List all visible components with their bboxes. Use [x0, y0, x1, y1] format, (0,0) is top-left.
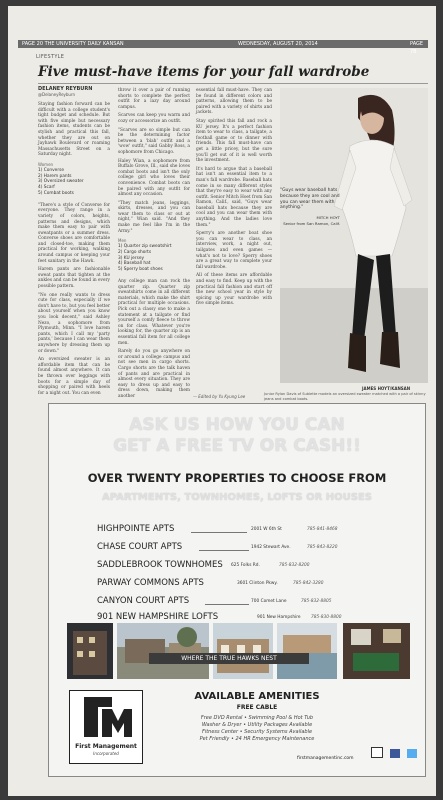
property-row	[97, 596, 397, 610]
headline: Five must-have items for your fall wardrobe	[38, 64, 370, 80]
article-paragraph: Staying fashion forward can be difficult with a college student's tight budget and schedule. But with five simple but necessary fashion items, students can be stylish and practical this fall, whether they are out on Jayhawk Boulevard or roaming Massachusetts Street on a Saturday night.	[38, 102, 110, 158]
newspaper-page	[8, 6, 436, 796]
men-list	[118, 238, 190, 273]
fm-logo-icon	[70, 691, 142, 743]
fashion-photo	[280, 88, 428, 383]
byline-handle: @DelaneyReyburn	[38, 92, 76, 97]
property-row	[97, 578, 397, 592]
logo-name: First Management	[75, 743, 137, 750]
equal-housing-icon	[371, 747, 383, 758]
article-paragraph: "Scarves are so simple but can be the determining factor between a 'blah' outfit and a 'wow' outfit," said Gabby Ross, a sophomore from Chicago.	[118, 127, 190, 155]
page-header-bar	[18, 40, 428, 55]
property-phone: 785-842-3280	[293, 581, 324, 586]
article-paragraph: essential fall must-have. They can be found in different colors and patterns, allowing them to be paired with a variety of shirts and jackets.	[196, 88, 272, 116]
men-list-heading: Men	[118, 238, 127, 244]
property-phone: 785-843-8220	[307, 545, 338, 550]
property-photo	[117, 623, 209, 679]
women-list-heading: Women	[38, 161, 54, 167]
list-item: 5) Sperry boat shoes	[118, 267, 163, 273]
property-phone: 785-832-8805	[301, 599, 332, 604]
editor-credit: — Edited by Yu Kyung Lee	[193, 394, 246, 399]
article-paragraph: Haley Wian, a sophomore from Buffalo Grove, Ill., said she loves combat boots and isn't the only college girl who loves their convenience. Combat boots can be paired with any outfit for almost any occasion.	[118, 158, 190, 198]
apartment-advertisement	[48, 403, 426, 777]
header-date: WEDNESDAY, AUGUST 20, 2014	[238, 41, 318, 47]
model-illustration	[280, 88, 428, 383]
ad-headline: OVER TWENTY PROPERTIES TO CHOOSE FROM	[87, 471, 387, 485]
article-paragraph: "There's a style of Converse for everyone. They range in a variety of colors, heights, patterns and designs, which make them easy to pair with sweatpants or a summer dress. Converse shoes are comfortable and closed-toe, making them practical for working, walking around campus or keeping your feet sanitary in the Hawk.	[38, 202, 110, 264]
article-paragraph: Sperry's are another boat shoe you can wear to class, an interview, work, a night out, tailgates and even games — what's not to love? Sperry shoes are a great way to complete your fall wardrobe.	[196, 231, 272, 270]
property-phone: 785-841-8468	[307, 527, 338, 532]
ad-tagline-banner: WHERE THE TRUE HAWKS NEST	[149, 653, 309, 664]
article-paragraph: "They match jeans, leggings, skirts, dresses, and you can wear them to class or out at night," Wian said. "And they make me feel like I'm in the Army."	[118, 200, 190, 234]
header-page: PAGE 7B	[410, 41, 424, 55]
property-address: 700 Comet Lane	[251, 599, 287, 604]
leader-line	[205, 604, 249, 605]
list-item: 3) KU jersey	[118, 255, 145, 261]
article-column-2	[118, 88, 190, 403]
facebook-icon[interactable]	[390, 749, 400, 758]
property-name: PARWAY COMMONS APTS	[97, 578, 204, 588]
social-icons	[371, 743, 419, 762]
property-name: CHASE COURT APTS	[97, 542, 183, 552]
amenity-line: Pet Friendly • 24 HR Emergency Maintenance	[199, 736, 315, 742]
website-link[interactable]: firstmanagementinc.com	[297, 756, 354, 761]
ad-ghost-line-3: APARTMENTS, TOWNHOMES, LOFTS OR HOUSES	[101, 492, 373, 503]
list-item: 3) Oversized sweater	[38, 179, 84, 185]
property-phone: 785-832-8200	[279, 563, 310, 568]
article-paragraph: It's hard to argue that a baseball hat isn't an essential item to a man's fall wardrobe. Baseball hats come in so many different styles that they're easy to wear with any outfit. Senior Mitch Hoet from San Ramon, Calif., said, "Guys wear baseball hats because they are cool and you can wear them with anything. And the ladies love them."	[196, 166, 272, 228]
property-row	[97, 560, 397, 574]
pull-quote-source: MITCH HOYT Senior from San Ramon, Calif.	[283, 215, 340, 226]
property-address: 2001 W 6th St	[251, 527, 282, 532]
article-paragraph: "No one really wants to dress cute for class, especially if we don't have to, but you feel better about yourself when you know you look decent," said Ashley Nezo, a sophomore from Plymouth, Minn. "I love harem pants, which I call my 'party pants,' because I can wear them anywhere by dressing them up or down."	[38, 292, 110, 354]
property-name: HIGHPOINTE APTS	[97, 524, 175, 534]
article-paragraph: Harem pants are fashionable sweat pants that tighten at the ankles and can be found in every possible pattern.	[38, 267, 110, 290]
pull-quote-text: "Guys wear baseball hats because they are cool and you can wear them with anything."	[280, 188, 340, 211]
photo-caption: Junior Rylan Davis of Sublette models an oversized sweater matched with a pair of skinny jeans and combat boots.	[264, 392, 426, 401]
property-name: 901 NEW HAMPSHIRE LOFTS	[97, 612, 219, 622]
twitter-icon[interactable]	[407, 749, 417, 758]
first-management-logo	[69, 690, 143, 764]
amenity-line: Free DVD Rental • Swimming Pool & Hot Tub	[200, 715, 314, 721]
pull-quote	[280, 188, 340, 227]
photo-credit: JAMES HOYT/KANSAN	[362, 386, 411, 391]
byline-name: DELANEY REYBURN	[38, 86, 93, 92]
leader-line	[191, 532, 247, 533]
list-item: 4) Baseball hat	[118, 261, 151, 267]
property-name: CANYON COURT APTS	[97, 596, 190, 606]
property-address: 625 Folks Rd.	[231, 563, 260, 568]
article-paragraph: Scarves can keep you warm and cozy or accessorize an outfit.	[118, 113, 190, 124]
list-item: 4) Scarf	[38, 185, 55, 191]
property-photo	[343, 623, 410, 679]
amenities-subtitle: FREE CABLE	[236, 704, 278, 711]
list-item: 1) Converse	[38, 167, 64, 173]
header-left: PAGE 20 THE UNIVERSITY DAILY KANSAN	[22, 41, 124, 47]
property-photo	[213, 623, 273, 679]
article-column-1	[38, 102, 110, 399]
property-photo-strip	[67, 623, 410, 679]
ad-ghost-line-2: GET A FREE TV OR CASH!!	[113, 436, 361, 456]
article-paragraph: Stay spirited this fall and rock a KU jersey. It's a perfect fashion item to wear to class, a tailgate, a football game or to dinner with friends. This fall must-have can get a little pricey, but the sure you'll get out of it is well worth the investment.	[196, 118, 272, 164]
article-paragraph: An oversized sweater is an affordable item that can be found almost anywhere. It can be thrown over leggings with boots for a simple day of shopping or paired with heels for a night out. You can even	[38, 357, 110, 396]
list-item: 5) Combat boots	[38, 190, 74, 196]
property-photo	[67, 623, 113, 679]
logo-subtitle: Incorporated	[93, 751, 119, 756]
ad-ghost-line-1: ASK US HOW YOU CAN	[129, 415, 345, 435]
property-row	[97, 542, 397, 556]
property-address: 3601 Clinton Pkwy.	[237, 581, 278, 586]
property-address: 901 New Hampshire	[257, 615, 301, 620]
amenities-title: AVAILABLE AMENITIES	[194, 691, 320, 702]
headline-rule	[38, 83, 428, 84]
property-phone: 785-830-8800	[311, 615, 342, 620]
property-name: SADDLEBROOK TOWNHOMES	[97, 560, 223, 570]
article-paragraph: Any college man can rock the quarter zip. Quarter zip sweatshirts come in all different materials, which make the shirt practical for multiple occasions. Pick out a classy one to make a statement at a tailgate or find yourself a comfy fleece to throw on for class. Whatever you're looking for, the quarter zip is an essential fall item for all college men.	[118, 279, 190, 346]
women-list	[38, 162, 110, 197]
amenities-block	[157, 691, 357, 743]
section-label: LIFESTYLE	[36, 54, 65, 60]
property-photo	[277, 623, 337, 679]
article-paragraph: throw it over a pair of running shorts to complete the perfect outfit for a lazy day around campus.	[118, 88, 190, 110]
list-item: 2) Cargo shorts	[118, 249, 152, 255]
amenity-line: Fitness Center • Security Systems Available	[201, 729, 313, 735]
article-paragraph: All of these items are affordable and easy to find. Keep up with the practical fall fashion and start off the new school year in style by spicing up your wardrobe with five simple items.	[196, 273, 272, 307]
article-paragraph: Rarely do you go anywhere on or around a college campus and not see men in cargo shorts. Cargo shorts are the talk haven of pants and are practical in almost every situation. They are easy to dress up and easy to dress down, making them another	[118, 349, 190, 399]
amenities-list	[157, 715, 357, 743]
leader-line	[199, 550, 249, 551]
property-address: 1942 Stewart Ave.	[251, 545, 291, 550]
amenity-line: Washer & Dryer • Utility Packages Available	[201, 722, 313, 728]
article-column-3	[196, 88, 272, 310]
property-row	[97, 524, 397, 538]
list-item: 1) Quarter zip sweatshirt	[118, 244, 172, 250]
list-item: 2) Harem pants	[38, 173, 72, 179]
